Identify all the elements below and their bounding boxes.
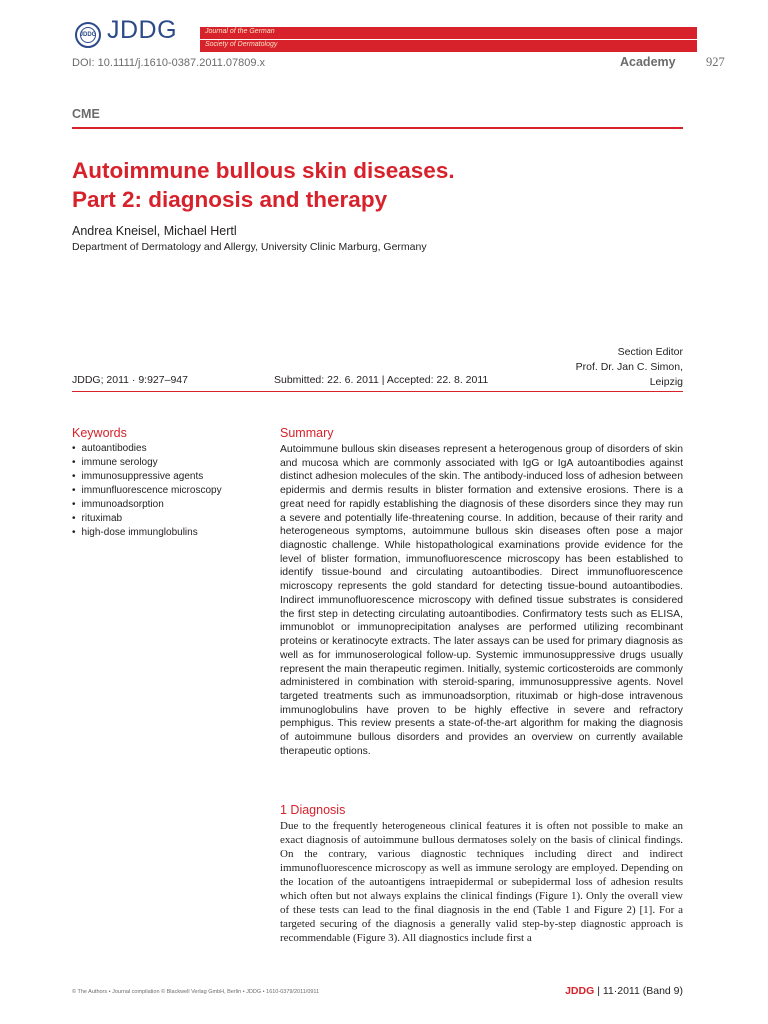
keywords-heading: Keywords	[72, 426, 127, 440]
citation: JDDG; 2011 · 9:927–947	[72, 374, 188, 386]
section-name: Academy	[620, 55, 676, 69]
article-title	[72, 156, 672, 214]
diagnosis-heading: 1 Diagnosis	[280, 803, 346, 817]
summary-heading: Summary	[280, 426, 334, 440]
editor-line-1: Section Editor	[617, 346, 683, 358]
banner-line-2: Society of Dermatology	[205, 41, 278, 48]
banner-line-1: Journal of the German	[205, 28, 275, 35]
journal-seal-icon	[75, 22, 101, 48]
keyword-item: • autoantibodies	[72, 442, 222, 456]
keyword-item: • immunfluorescence microscopy	[72, 484, 222, 498]
doi: DOI: 10.1111/j.1610-0387.2011.07809.x	[72, 57, 266, 69]
copyright-line: © The Authors • Journal compilation © Blackwell Verlag GmbH, Berlin • JDDG • 1610-0379/2011/0911	[72, 989, 320, 995]
keyword-item: • high-dose immunglobulins	[72, 526, 222, 540]
footer-journal: JDDG	[565, 985, 595, 997]
affiliation: Department of Dermatology and Allergy, University Clinic Marburg, Germany	[72, 241, 427, 253]
title-line-1: Autoimmune bullous skin diseases.	[72, 158, 455, 183]
page-number: 927	[706, 55, 725, 69]
editor-line-2: Prof. Dr. Jan C. Simon,	[575, 361, 683, 373]
keywords-list	[72, 442, 222, 540]
journal-logo-text: JDDG	[107, 16, 178, 44]
editor-line-3: Leipzig	[649, 376, 683, 388]
issue-info	[565, 985, 683, 997]
keyword-item: • immunoadsorption	[72, 498, 222, 512]
section-editor	[576, 345, 683, 390]
header-rule	[72, 127, 683, 129]
meta-rule	[72, 391, 683, 392]
category-label: CME	[72, 107, 100, 121]
authors: Andrea Kneisel, Michael Hertl	[72, 224, 237, 238]
keyword-item: • rituximab	[72, 512, 222, 526]
journal-seal-mark: JDDG	[80, 27, 96, 43]
banner-divider	[200, 39, 697, 41]
journal-banner	[200, 27, 697, 52]
keyword-item: • immune serology	[72, 456, 222, 470]
footer-issue: | 11·2011 (Band 9)	[597, 985, 683, 997]
title-line-2: Part 2: diagnosis and therapy	[72, 187, 388, 212]
diagnosis-text: Due to the frequently heterogeneous clinical features it is often not possible to make an exact diagnosis of autoimmune bullous dermatoses solely on the basis of clinical findings. On the contrary, various diagnostic techniques including direct and indirect immunofluorescence microscopy as well as immune serology are employed. Depending on the location of the autoantigens intraepidermal or subepidermal loss of adhesion results which often but not always explains the clinical findings (Figure 1). Only the overall view of these tests can lead to the final diagnosis in the end (Table 1 and Figure 2) [1]. For a targeted securing of the diagnosis a generally valid step-by-step diagnostic approach is recommendable (Figure 3). All diagnostics include first a	[280, 820, 683, 944]
keyword-item: • immunosuppressive agents	[72, 470, 222, 484]
summary-text: Autoimmune bullous skin diseases represent a heterogenous group of disorders of skin and mucosa which are commonly associated with IgG or IgA autoantibodies against distinct adhesion molecules of the skin. The antibody-induced loss of adhesion between epidermis and dermis results in blister formation and extensive erosions. There is a great need for rapidly establishing the diagnosis of these disorders since they may run a severe and potentially life-threatening course. In addition, because of their rarity and heterogeneous symptoms, autoimmune bullous skin diseases often pose a major diagnostic challenge. While histopathological examinations provide evidence for the level of blister formation, immunofluorescence microscopy has been established to identify tissue-bound and circulating autoantibodies. Direct immunofluorescence microscopy represents the gold standard for detecting tissue-bound autoantibodies. Indirect immunofluorescence microscopy with defined tissue substrates is considered the first step in detecting circulating autoantibodies. Confirmatory tests such as ELISA, immunoblot or immunoprecipitation analyses are performed utilizing recombinant proteins or keratinocyte extracts. The later assays can be used for primary diagnosis as well as for immunoserological follow-up. Systemic immunosuppressive drugs usually represent the main therapeutic regimen. Initially, systemic corticosteroids are commonly administered in combination with steroid-sparing, immunosuppressive agents. Novel targeted treatments such as immunoadsorption, rituximab or high-dose intravenous immunoglobulins have proven to be highly effective in severe and refractory pemphigus. This review presents a state-of-the-art algorithm for making the diagnosis of autoimmune bullous disorders and provides an overview on currently available therapeutic options.	[280, 444, 683, 757]
submission-dates: Submitted: 22. 6. 2011 | Accepted: 22. 8. 2011	[274, 374, 489, 386]
